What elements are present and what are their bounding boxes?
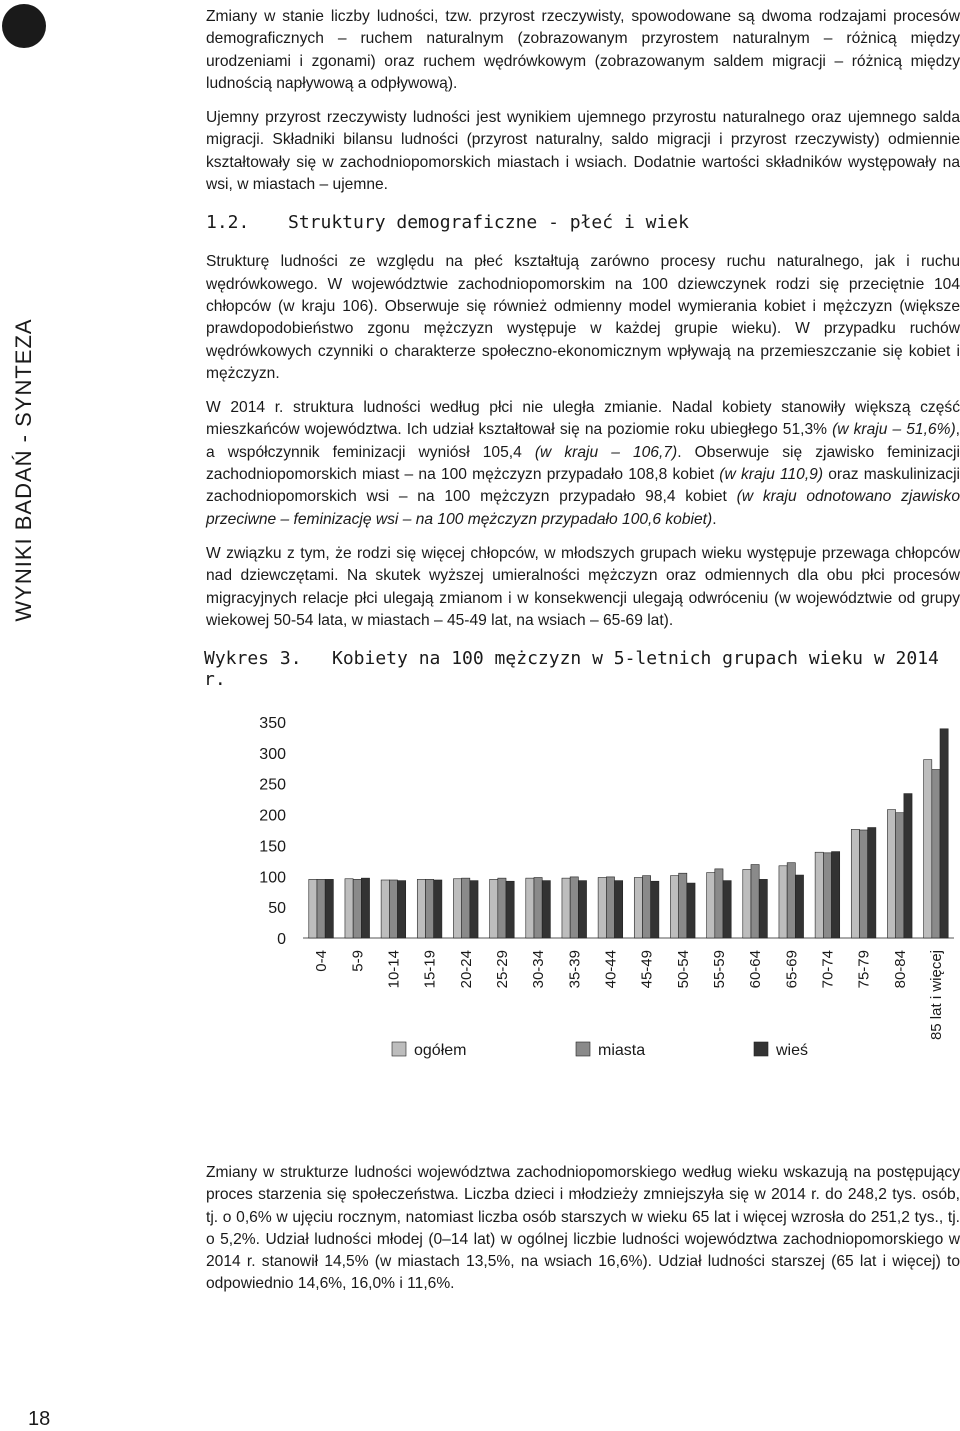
text-span: . Obserwuje się zjawisko feminizacji zachodniopomorskich miast – na 100 mężczyzn przypadało 108,8 kobiet [206,443,960,484]
main-content [206,6,960,1140]
x-tick-label: 45-49 [638,950,656,989]
legend-label: ogółem [414,1042,467,1060]
bar [534,878,542,938]
bar [859,830,867,938]
bar [615,881,623,938]
bar [542,881,550,938]
bar [932,770,940,938]
x-tick-label: 40-44 [602,950,620,989]
italic-span: (w kraju – 51,6%) [832,421,956,439]
bar [498,878,506,938]
text-span: W 2014 r. struktura ludności według płci nie uległa zmianie. Nadal kobiety stanowiły większą część mieszkańców województwa. Ich udział kształtował się na poziomie roku ubiegłego 51,3% [206,399,960,439]
x-tick-label: 50-54 [674,950,692,989]
bar [651,881,659,938]
bar [723,881,731,938]
x-tick-label: 0-4 [313,950,331,972]
bar [642,876,650,938]
bar [924,760,932,938]
bar-chart [206,700,960,1140]
bar [851,830,859,939]
x-tick-label: 20-24 [457,950,475,989]
x-tick-label: 30-34 [530,950,548,989]
x-tick-label: 55-59 [710,950,728,989]
x-tick-label: 75-79 [855,950,873,989]
chart-caption [204,648,960,690]
y-tick-label: 200 [259,807,286,825]
bar [707,873,715,938]
sidebar-title [0,0,51,1431]
paragraph: W związku z tym, że rodzi się więcej chłopców, w młodszych grupach wieku występuje przewaga chłopców nad dziewczętami. Na skutek wyższej umieralności mężczyzn oraz odmiennych dla obu płci procesów migracyjnych relacje płci ulegają zmianom i w konsekwencji ulegają odwróceniu (w województwie od grupy wiekowej 50-54 lata, w miastach – 45-49 lat, na wsiach – 65-69 lat). [206,544,960,629]
chart-caption-label: Wykres 3. [204,648,302,670]
bar [795,875,803,938]
bar [425,879,433,938]
chart-container [206,700,960,1140]
bar [490,879,498,938]
legend-swatch [754,1042,768,1056]
paragraph: Zmiany w stanie liczby ludności, tzw. przyrost rzeczywisty, spowodowane są dwoma rodzajami procesów demograficznych – ruchem naturalnym (zobrazowanym przyrostem naturalnym – różnicą między urodzeniami i zgonami) oraz ruchem wędrówkowym (zobrazowanym saldem migracji – różnicą między ludnością napływową a odpływową). [206,8,960,92]
bottom-text [206,1162,960,1308]
bar [751,865,759,938]
bar [417,879,425,938]
bar [896,813,904,938]
paragraph: Ujemny przyrost rzeczywisty ludności jest wynikiem ujemnego przyrostu naturalnego oraz ujemnego salda migracji. Składniki bilansu ludności (przyrost naturalny, saldo migracji i przyrost rzeczywisty) odmiennie kształtowały się w zachodniopomorskich miastach i wsiach. Dodatnie wartości składników występowały na wsi, w miastach – ujemne. [206,109,960,194]
x-tick-label: 35-39 [566,950,584,989]
y-tick-label: 100 [259,869,286,887]
bar [940,729,948,938]
section-heading [206,212,960,233]
y-tick-label: 0 [277,931,286,949]
bar [687,883,695,938]
bar [634,878,642,938]
bar [887,810,895,938]
bar [353,879,361,938]
bar [317,879,325,938]
bar [389,880,397,938]
bar [434,880,442,938]
bar [381,880,389,938]
bar [361,878,369,938]
bar [453,879,461,938]
x-tick-label: 10-14 [385,950,403,989]
y-tick-label: 150 [259,838,286,856]
y-tick-label: 250 [259,776,286,794]
y-tick-label: 300 [259,745,286,763]
bar [506,881,514,938]
sidebar-title-text: WYNIKI BADAŃ - SYNTEZA [11,318,36,622]
x-tick-label: 25-29 [493,950,511,989]
bar [823,853,831,938]
bar [470,881,478,938]
y-tick-label: 50 [268,900,286,918]
text-span: , a współczynnik feminizacji wyniósł 105,4 [206,421,960,461]
legend-swatch [576,1042,590,1056]
bar [743,870,751,939]
sidebar [0,0,76,1431]
x-tick-label: 60-64 [747,950,765,989]
paragraph: Strukturę ludności ze względu na płeć kształtują zarówno procesy ruchu naturalnego, jak i ruchu wędrówkowego. W województwie zachodniopomorskim na 100 dziewczynek rodzi się przeciętnie 104 chłopców (w kraju 106). Obserwuje się również odmienny model wymierania kobiet i mężczyzn (większe prawdopodobieństwo zgonu mężczyzn występuje w każdej grupie wieku). W przypadku ruchów wędrówkowych czynniki o charakterze społeczno-ekonomicznym wpływają na przemieszczanie się kobiet i mężczyzn. [206,253,960,382]
legend-label: wieś [776,1042,809,1060]
bar [325,879,333,938]
bar [759,879,767,938]
bar [526,878,534,938]
bar [398,881,406,938]
x-tick-label: 80-84 [891,950,909,989]
bar [815,852,823,938]
bar [598,878,606,938]
x-tick-label: 85 lat i więcej [927,950,945,1041]
italic-span: (w kraju 110,9) [719,466,824,484]
section-title: Struktury demograficzne - płeć i wiek [288,212,689,234]
bar [309,879,317,938]
bar [904,794,912,938]
bar [345,879,353,938]
x-tick-label: 5-9 [349,950,367,972]
bar [779,866,787,938]
bar [562,878,570,938]
italic-span: (w kraju – 106,7) [534,443,678,461]
bar [462,878,470,938]
chart-caption-title: Kobiety na 100 mężczyzn w 5-letnich grupach wieku w 2014 r. [204,648,939,691]
y-tick-label: 350 [259,715,286,733]
x-tick-label: 15-19 [421,950,439,989]
bar [670,876,678,938]
legend-label: miasta [598,1042,646,1060]
legend-swatch [392,1042,406,1056]
page-number: 18 [28,1408,51,1430]
bar [832,852,840,938]
paragraph-2014 [206,397,960,531]
section-number: 1.2. [206,212,250,234]
bar [679,873,687,938]
bar [606,877,614,938]
bar [868,828,876,938]
bar [578,881,586,938]
text-span: oraz maskulinizacji zachodniopomorskich wsi – na 100 mężczyzn przypadało 98,4 kobiet [206,466,960,506]
bar [570,877,578,938]
x-tick-label: 70-74 [819,950,837,989]
bar [715,869,723,938]
bar [787,863,795,938]
italic-span: (w kraju odnotowano zjawisko przeciwne – feminizację wsi – na 100 mężczyzn przypadało 100,6 kobiet) [206,488,960,528]
paragraph: Zmiany w strukturze ludności województwa zachodniopomorskiego według wieku wskazują na postępujący proces starzenia się społeczeństwa. Liczba dzieci i młodzieży zmniejszyła się w 2014 r. do 248,2 tys. osób, tj. o 0,6% w ujęciu rocznym, natomiast liczba osób starszych w wieku 65 lat i więcej wzrosła do 251,2 tys., tj. o 5,2%. Udział ludności młodej (0–14 lat) w ogólnej liczbie ludności województwa zachodniopomorskiego w 2014 r. stanowił 14,5% (w miastach 13,5%, na wsiach 16,6%). Udział ludności starszej (65 lat i więcej) to odpowiednio 14,6%, 16,0% i 11,6%. [206,1164,960,1293]
text-span: . [712,510,717,528]
x-tick-label: 65-69 [783,950,801,989]
